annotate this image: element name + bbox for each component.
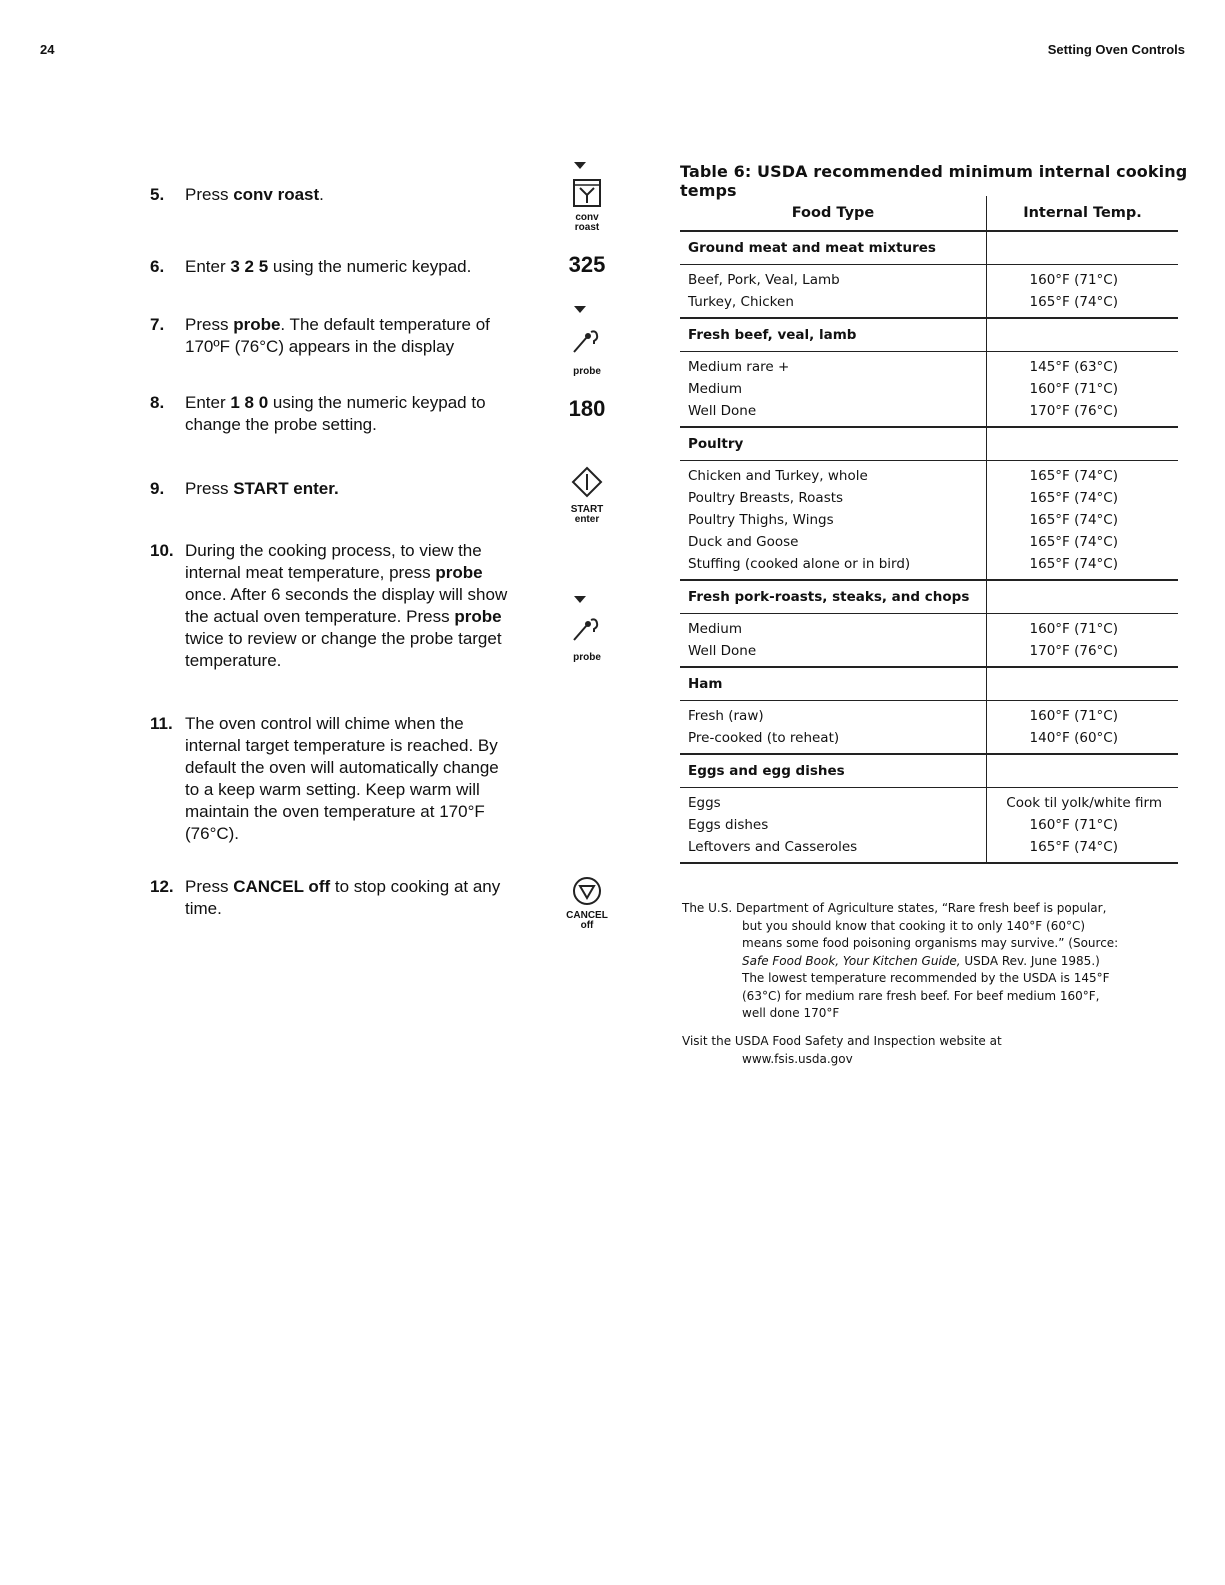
note-visit-line: Visit the USDA Food Safety and Inspection website at <box>682 1034 1002 1048</box>
group-empty-cell <box>987 231 1179 265</box>
section-title: Setting Oven Controls <box>1047 42 1185 57</box>
internal-temp: 165°F (74°C) <box>1029 294 1118 310</box>
group-empty-cell <box>987 580 1179 614</box>
step-text-pre: Press <box>185 479 234 498</box>
group-empty-cell <box>987 667 1179 701</box>
step-text-pre: Enter <box>185 257 231 276</box>
temp-cell <box>987 788 1179 864</box>
step-7 <box>150 314 510 358</box>
note-line: The U.S. Department of Agriculture states, “Rare fresh beef is popular, <box>682 901 1107 915</box>
step-11 <box>150 713 510 845</box>
off-label: off <box>580 920 594 931</box>
internal-temp: 140°F (60°C) <box>1029 730 1118 746</box>
enter-label: enter <box>574 514 600 525</box>
group-row <box>680 231 1178 265</box>
internal-temp: 160°F (71°C) <box>1029 272 1118 288</box>
down-arrow-icon <box>574 162 586 169</box>
cancel-control <box>557 876 617 931</box>
step-bold: probe <box>435 563 483 582</box>
internal-temp: 165°F (74°C) <box>1029 490 1118 506</box>
step-text <box>185 184 510 206</box>
start-label: START <box>570 504 604 515</box>
temp-cell <box>987 701 1179 755</box>
step-text-post: using the numeric keypad. <box>268 257 472 276</box>
group-empty-cell <box>987 318 1179 352</box>
group-row <box>680 580 1178 614</box>
cancel-label: CANCEL <box>566 910 608 921</box>
food-type: Turkey, Chicken <box>688 294 794 310</box>
step-text <box>185 876 510 920</box>
group-empty-cell <box>987 427 1179 461</box>
cancel-icon <box>572 876 602 906</box>
food-cell <box>680 461 987 581</box>
step-number: 8. <box>150 393 165 412</box>
start-icon <box>571 466 603 498</box>
table-row <box>680 701 1178 755</box>
food-cell <box>680 352 987 428</box>
food-type: Duck and Goose <box>688 534 799 550</box>
food-type: Poultry Breasts, Roasts <box>688 490 844 506</box>
step-text-pre: Press <box>185 877 234 896</box>
group-empty-cell <box>987 754 1179 788</box>
down-arrow-icon <box>574 596 586 603</box>
internal-temp: 165°F (74°C) <box>1029 534 1118 550</box>
step-number: 5. <box>150 185 165 204</box>
step-text-post: to stop cooking at any time. <box>185 877 501 918</box>
step-text-c: twice to review or change the probe target temperature. <box>185 629 502 670</box>
step-bold: CANCEL off <box>233 877 331 896</box>
step-text-pre: Press <box>185 185 234 204</box>
conv-roast-control <box>557 178 617 233</box>
table-header-row <box>680 196 1178 231</box>
internal-temp: 165°F (74°C) <box>1029 839 1118 855</box>
step-number: 7. <box>150 315 165 334</box>
value-180: 180 <box>568 396 606 421</box>
probe-label: probe <box>573 652 601 663</box>
note-source-line <box>682 953 1152 971</box>
table-row <box>680 461 1178 581</box>
food-type: Pre-cooked (to reheat) <box>688 730 840 746</box>
note-line: but you should know that cooking it to only 140°F (60°C) <box>742 918 1086 933</box>
step-text: The oven control will chime when the internal target temperature is reached. By default the oven will automatically change to a keep warm setting. Keep warm will maintain the oven temperature at 170°F (76°C). <box>185 714 499 843</box>
note-line: means some food poisoning organisms may survive.” (Source: <box>742 936 1119 950</box>
internal-temp: Cook til yolk/white firm <box>1006 795 1162 811</box>
step-bold: START enter. <box>233 479 339 498</box>
step-number: 10. <box>150 541 174 560</box>
food-cell <box>680 788 987 864</box>
step-bold: 1 8 0 <box>230 393 269 412</box>
value-325: 325 <box>568 252 606 277</box>
page-number: 24 <box>40 42 55 57</box>
temp-cell <box>987 265 1179 319</box>
conv-label: conv <box>575 212 599 223</box>
note-line: The lowest temperature recommended by the USDA is 145°F <box>742 971 1110 985</box>
step-bold: probe <box>233 315 281 334</box>
food-type: Well Done <box>688 643 757 659</box>
step-text-b: once. After 6 seconds the display will show the actual oven temperature. Press <box>185 585 508 626</box>
value-325-display <box>557 252 617 278</box>
food-type: Eggs <box>688 795 721 811</box>
step-text-post: . <box>319 185 324 204</box>
step-text <box>185 392 510 436</box>
group-name: Fresh pork-roasts, steaks, and chops <box>680 580 987 614</box>
value-180-display <box>557 396 617 422</box>
group-row <box>680 427 1178 461</box>
usda-note <box>682 900 1152 1023</box>
food-type: Stuffing (cooked alone or in bird) <box>688 556 911 572</box>
step-bold: 3 2 5 <box>230 257 269 276</box>
temp-cell <box>987 352 1179 428</box>
group-row <box>680 667 1178 701</box>
temp-cell <box>987 461 1179 581</box>
table-row <box>680 265 1178 319</box>
food-type: Medium <box>688 621 742 637</box>
food-cell <box>680 265 987 319</box>
food-type: Medium rare + <box>688 359 790 375</box>
step-8 <box>150 392 510 436</box>
step-text-post: . The default temperature of 170ºF (76°C) appears in the display <box>185 315 490 356</box>
internal-temp: 170°F (76°C) <box>1029 403 1118 419</box>
probe-control-2 <box>557 616 617 663</box>
step-text <box>185 540 510 672</box>
probe-control-1 <box>557 328 617 377</box>
food-type: Fresh (raw) <box>688 708 764 724</box>
step-text-pre: Enter <box>185 393 231 412</box>
col-header-internal-temp: Internal Temp. <box>1023 205 1142 221</box>
food-type: Poultry Thighs, Wings <box>688 512 834 528</box>
usda-website-link[interactable]: www.fsis.usda.gov <box>742 1051 853 1066</box>
roast-label: roast <box>574 222 600 233</box>
note-line: (63°C) for medium rare fresh beef. For beef medium 160°F, <box>742 988 1100 1003</box>
step-number: 11. <box>150 714 173 733</box>
step-text-pre: Press <box>185 315 234 334</box>
probe-icon <box>570 616 604 642</box>
group-name: Eggs and egg dishes <box>680 754 987 788</box>
step-6 <box>150 256 510 278</box>
food-type: Beef, Pork, Veal, Lamb <box>688 272 840 288</box>
down-arrow-icon <box>574 306 586 313</box>
probe-label: probe <box>573 366 601 377</box>
step-text-post: using the numeric keypad to change the probe setting. <box>185 393 486 434</box>
col-header-food-type: Food Type <box>680 196 987 231</box>
internal-temp: 160°F (71°C) <box>1029 381 1118 397</box>
note-source-title: Safe Food Book, Your Kitchen Guide, <box>742 953 961 968</box>
start-control <box>557 466 617 525</box>
internal-temp: 160°F (71°C) <box>1029 817 1118 833</box>
food-type: Leftovers and Casseroles <box>688 839 858 855</box>
step-text <box>185 256 510 278</box>
food-cell <box>680 701 987 755</box>
internal-temp: 160°F (71°C) <box>1029 621 1118 637</box>
note-line: well done 170°F <box>742 1006 840 1020</box>
internal-temp: 160°F (71°C) <box>1029 708 1118 724</box>
step-bold: probe <box>454 607 502 626</box>
table-row <box>680 788 1178 864</box>
internal-temp: 170°F (76°C) <box>1029 643 1118 659</box>
step-number: 6. <box>150 257 165 276</box>
table-title: Table 6: USDA recommended minimum internal cooking temps <box>680 162 1188 200</box>
group-row <box>680 318 1178 352</box>
food-type: Well Done <box>688 403 757 419</box>
probe-icon <box>570 328 604 354</box>
cooking-temps-table <box>680 196 1178 864</box>
food-type: Chicken and Turkey, whole <box>688 468 868 484</box>
internal-temp: 165°F (74°C) <box>1029 512 1118 528</box>
internal-temp: 165°F (74°C) <box>1029 468 1118 484</box>
table-row <box>680 352 1178 428</box>
step-number: 12. <box>150 877 174 896</box>
internal-temp: 145°F (63°C) <box>1029 359 1118 375</box>
step-text <box>185 314 510 358</box>
step-9 <box>150 478 510 500</box>
note-source-rest: USDA Rev. June 1985.) <box>960 953 1100 968</box>
group-name: Poultry <box>680 427 987 461</box>
food-type: Eggs dishes <box>688 817 769 833</box>
step-10 <box>150 540 510 672</box>
temp-cell <box>987 614 1179 668</box>
conv-roast-icon <box>572 178 602 208</box>
food-type: Medium <box>688 381 742 397</box>
food-cell <box>680 614 987 668</box>
table-row <box>680 614 1178 668</box>
step-bold: conv roast <box>233 185 320 204</box>
group-row <box>680 754 1178 788</box>
step-5 <box>150 184 510 206</box>
group-name: Fresh beef, veal, lamb <box>680 318 987 352</box>
step-text-a: During the cooking process, to view the internal meat temperature, press <box>185 541 482 582</box>
usda-website-note <box>682 1033 1152 1068</box>
step-number: 9. <box>150 479 165 498</box>
internal-temp: 165°F (74°C) <box>1029 556 1118 572</box>
group-name: Ham <box>680 667 987 701</box>
step-text <box>185 478 510 500</box>
group-name: Ground meat and meat mixtures <box>680 231 987 265</box>
step-12 <box>150 876 510 920</box>
